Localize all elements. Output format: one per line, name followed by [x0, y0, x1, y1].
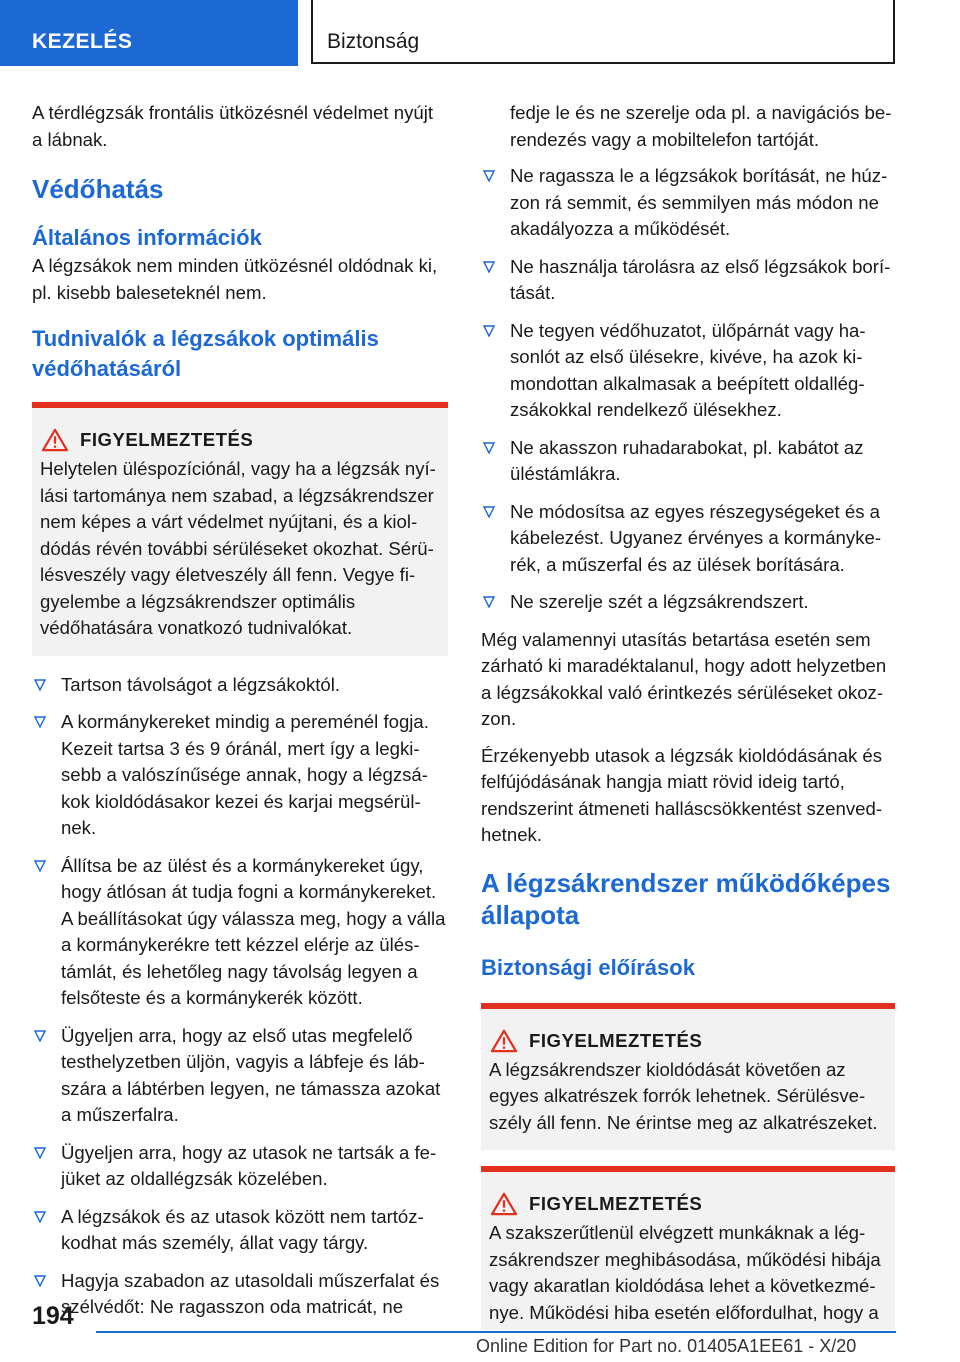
warning-triangle-icon [489, 1192, 519, 1216]
triangle-bullet-icon [34, 679, 46, 691]
list-item: Ne szerelje szét a légzsákrendszert. [481, 589, 895, 616]
warning-box-hot-parts [481, 1003, 895, 1151]
page-header [0, 0, 960, 66]
right-column [481, 100, 895, 1330]
list-item: A légzsákok és az utasok között nem tartózkodhat más személy, állat vagy tárgy. [32, 1204, 448, 1257]
warning-triangle-icon [489, 1029, 519, 1053]
triangle-bullet-icon [483, 506, 495, 518]
list-item: Hagyja szabadon az utasoldali műszerfalat és szélvédőt: Ne ragasszon oda matricát, ne [32, 1268, 448, 1321]
triangle-bullet-icon [483, 442, 495, 454]
heading-safety-rules: Biztonsági előírások [481, 954, 695, 980]
heading-optimal-protection: Tudnivalók a légzsákok optimális védőhatásáról [32, 326, 379, 381]
triangle-bullet-icon [483, 596, 495, 608]
footer-divider [96, 1331, 896, 1333]
triangle-bullet-icon [34, 1147, 46, 1159]
warning-title: FIGYELMEZTETÉS [80, 429, 254, 450]
list-item: Ügyeljen arra, hogy az utasok ne tartsák a fejüket az oldallégzsák közelében. [32, 1140, 448, 1193]
triangle-bullet-icon [34, 716, 46, 728]
safety-list-continued [481, 163, 895, 616]
section-tab: KEZELÉS [0, 0, 298, 66]
residual-risk-paragraph: Még valamennyi utasítás betartása esetén sem zárható ki maradéktalanul, hogy adott helyzetben a légzsákokkal való érintkezés sérüléseket okozzon. [481, 628, 887, 729]
warning-title: FIGYELMEZTETÉS [529, 1193, 703, 1214]
list-item: Ne módosítsa az egyes részegységeket és a kábelezést. Ugyanez érvényes a kormánykerék, a műszerfal és az ülések borítására. [481, 499, 895, 579]
warning-box [32, 402, 448, 656]
triangle-bullet-icon [483, 261, 495, 273]
triangle-bullet-icon [34, 1211, 46, 1223]
footer-edition: Online Edition for Part no. 01405A1EE61 - X/20 [476, 1336, 857, 1356]
heading-general-info: Általános információk [32, 225, 262, 250]
list-item: A kormánykereket mindig a pereménél fogja. Kezeit tartsa 3 és 9 óránál, mert így a legkisebb a valószínűsége annak, hogy a légzsákok kioldódásakor kezei és karjai megsérülnek. [32, 709, 448, 842]
list-item: Ügyeljen arra, hogy az első utas megfelelő testhelyzetben üljön, vagyis a lábfeje és lábszára a lábtérben legyen, ne támassza azokat a műszerfalra. [32, 1023, 448, 1129]
chapter-title: Biztonság [311, 0, 895, 64]
safety-list [32, 672, 448, 1321]
page-number: 194 [32, 1302, 74, 1330]
general-info-paragraph: A légzsákok nem minden ütközésnél oldódnak ki, pl. kisebb baleseteknél nem. [32, 255, 438, 303]
warning-triangle-icon [40, 428, 70, 452]
hearing-paragraph: Érzékenyebb utasok a légzsák kioldódásának és felfújódásának hangja miatt rövid ideig tartó, rendszerint átmeneti halláscsökkentést szenvedhetnek. [481, 744, 883, 845]
warning-box-improper-work [481, 1166, 895, 1330]
list-item: Ne akasszon ruhadarabokat, pl. kabátot az üléstámlákra. [481, 435, 895, 488]
intro-paragraph: A térdlégzsák frontális ütközésnél védelmet nyújt a lábnak. [32, 102, 434, 150]
triangle-bullet-icon [483, 325, 495, 337]
warning-title: FIGYELMEZTETÉS [529, 1029, 703, 1051]
triangle-bullet-icon [34, 860, 46, 872]
triangle-bullet-icon [34, 1275, 46, 1287]
triangle-bullet-icon [34, 1030, 46, 1042]
left-column [32, 100, 448, 1332]
triangle-bullet-icon [483, 170, 495, 182]
continuation-paragraph: fedje le és ne szerelje oda pl. a navigációs berendezés vagy a mobiltelefon tartóját. [510, 102, 892, 150]
list-item: Ne tegyen védőhuzatot, ülőpárnát vagy hasonlót az első ülésekre, kivéve, ha azok kimondottan alkalmasak a beépített oldallégzsákokkal rendelkező ülésekhez. [481, 318, 895, 424]
warning-text: A szakszerűtlenül elvégzett munkáknak a légzsákrendszer meghibásodása, működési hibája vagy akaratlan kioldódása lehet a következménye. Működési hiba esetén előfordulhat, hogy a [489, 1222, 881, 1323]
list-item: Ne használja tárolásra az első légzsákok borítását. [481, 254, 895, 307]
warning-text: A légzsákrendszer kioldódását követően az egyes alkatrészek forrók lehetnek. Sérülésveszély áll fenn. Ne érintse meg az alkatrészeket. [489, 1058, 878, 1133]
warning-text: Helytelen üléspozíciónál, vagy ha a légzsák nyílási tartománya nem szabad, a légzsákrendszer nem képes a várt védelmet nyújtani, és a kioldódás révén további sérüléseket okozhat. Sérülésveszély vagy életveszély áll fenn. Vegye figyelembe a légzsákrendszer optimális védőhatására vonatkozó tudnivalókat. [40, 458, 436, 638]
heading-airbag-readiness: A légzsákrendszer működőképes állapota [481, 867, 891, 930]
list-item: Tartson távolságot a légzsákoktól. [32, 672, 448, 699]
heading-protection: Védőhatás [32, 174, 164, 204]
list-item: Állítsa be az ülést és a kormánykereket úgy, hogy átlósan át tudja fogni a kormánykereket. A beállításokat úgy válassza meg, hogy a válla a kormánykerékre tett kézzel elérje az üléstámlát, és lehetőleg nagy távolság legyen a felsőteste és a kormánykerék között. [32, 853, 448, 1012]
list-item: Ne ragassza le a légzsákok borítását, ne húzzon rá semmit, és semmilyen más módon ne akadályozza a működését. [481, 163, 895, 243]
